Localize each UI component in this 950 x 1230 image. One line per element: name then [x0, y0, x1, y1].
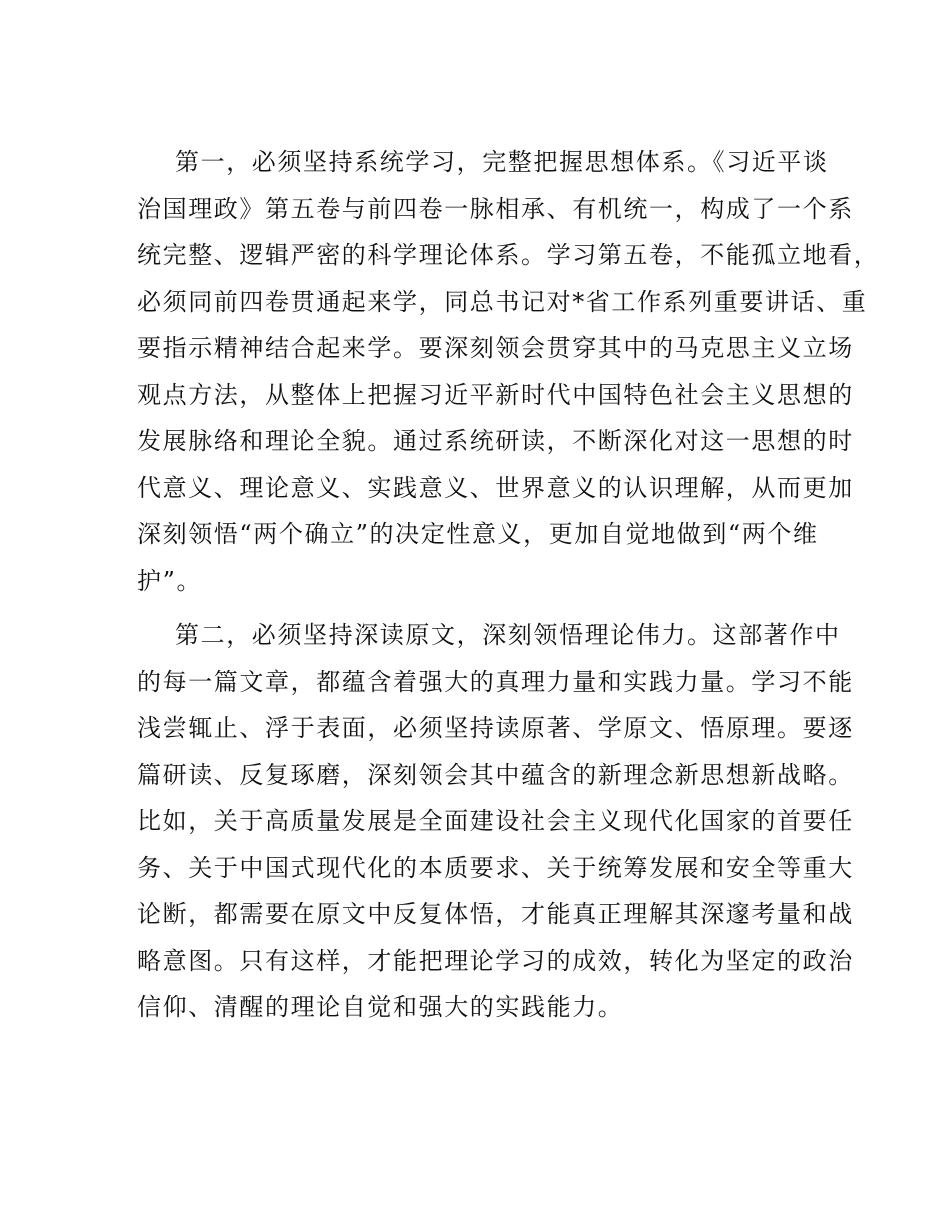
text-line: 深刻领悟“两个确立”的决定性意义，更加自觉地做到“两个维	[137, 520, 819, 548]
text-line: 发展脉络和理论全貌。通过系统研读，不断深化对这一思想的时	[137, 427, 854, 455]
text-line: 篇研读、反复琢磨，深刻领会其中蕴含的新理念新思想新战略。	[137, 760, 854, 789]
text-line: 代意义、理论意义、实践意义、世界意义的认识理解，从而更加	[137, 473, 854, 502]
text-line: 统完整、逻辑严密的科学理论体系。学习第五卷，不能孤立地看，	[137, 241, 880, 269]
text-line: 要指示精神结合起来学。要深刻领会贯穿其中的马克思主义立场	[137, 334, 854, 362]
text-line: 观点方法，从整体上把握习近平新时代中国特色社会主义思想的	[137, 380, 854, 409]
text-line: 第二，必须坚持深读原文，深刻领悟理论伟力。这部著作中	[175, 621, 841, 649]
text-line: 治国理政》第五卷与前四卷一脉相承、有机统一，构成了一个系	[137, 194, 854, 223]
text-line: 信仰、清醒的理论自觉和强大的实践能力。	[137, 993, 624, 1021]
paragraph-2	[137, 612, 857, 1031]
text-line: 第一，必须坚持系统学习，完整把握思想体系。《习近平谈	[175, 148, 829, 176]
text-line: 的每一篇文章，都蕴含着强大的真理力量和实践力量。学习不能	[137, 667, 854, 696]
text-line: 浅尝辄止、浮于表面，必须坚持读原著、学原文、悟原理。要逐	[137, 714, 854, 742]
text-line: 略意图。只有这样，才能把理论学习的成效，转化为坚定的政治	[137, 946, 854, 975]
text-line: 必须同前四卷贯通起来学，同总书记对*省工作系列重要讲话、重	[137, 287, 868, 316]
text-line: 论断，都需要在原文中反复体悟，才能真正理解其深邃考量和战	[137, 900, 854, 928]
text-line: 务、关于中国式现代化的本质要求、关于统筹发展和安全等重大	[137, 853, 854, 882]
paragraph-1	[137, 139, 880, 604]
document-page	[137, 139, 880, 1031]
text-line: 护”。	[137, 566, 203, 595]
text-line: 比如，关于高质量发展是全面建设社会主义现代化国家的首要任	[137, 807, 854, 835]
